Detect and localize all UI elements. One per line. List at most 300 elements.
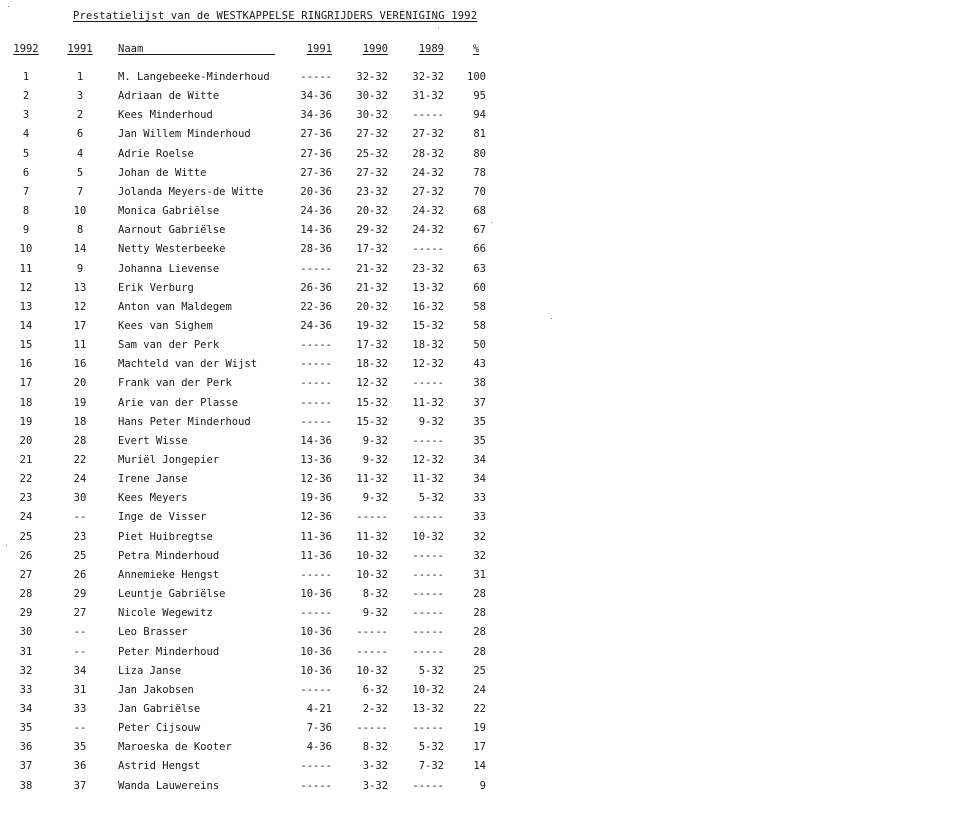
cell-score-1990: 3-32 <box>362 779 388 792</box>
table-row <box>0 394 500 413</box>
cell-rank-1992: 18 <box>19 396 33 409</box>
cell-rank-1991: 13 <box>73 281 87 294</box>
header-name: Naam <box>118 40 288 59</box>
cell-score-1989: ----- <box>412 607 444 620</box>
cell-score-1990: 8-32 <box>362 741 388 754</box>
cell-score-1989: ----- <box>412 511 444 524</box>
cell-score-1990: 17-32 <box>356 339 388 352</box>
cell-rank-1992: 34 <box>19 702 33 715</box>
cell-score-1990: 29-32 <box>356 224 388 237</box>
cell-score-1990: 15-32 <box>356 415 388 428</box>
cell-score-1989: 15-32 <box>412 319 444 332</box>
cell-score-1989: ----- <box>412 588 444 601</box>
table-row <box>0 662 500 681</box>
table-row <box>0 317 500 336</box>
cell-rank-1992: 11 <box>19 262 33 275</box>
cell-rank-1992: 22 <box>19 473 33 486</box>
cell-rank-1991: 16 <box>73 358 87 371</box>
scan-speck <box>438 27 439 28</box>
cell-rank-1992: 19 <box>19 415 33 428</box>
cell-score-1990: 2-32 <box>362 702 388 715</box>
cell-rank-1991: 8 <box>76 224 84 237</box>
table-row <box>0 298 500 317</box>
cell-score-1989: 16-32 <box>412 300 444 313</box>
scan-speck <box>551 318 552 319</box>
table-row <box>0 604 500 623</box>
cell-rank-1992: 2 <box>22 90 30 103</box>
cell-score-1989: 27-32 <box>412 128 444 141</box>
cell-rank-1992: 28 <box>19 588 33 601</box>
cell-score-1990: 8-32 <box>362 588 388 601</box>
cell-score-1989: ----- <box>412 626 444 639</box>
cell-name: Kees Meyers <box>118 492 188 505</box>
cell-score-1990: 18-32 <box>356 358 388 371</box>
cell-score-1990: 25-32 <box>356 147 388 160</box>
cell-score-1990: 11-32 <box>356 530 388 543</box>
cell-score-1989: 5-32 <box>418 664 444 677</box>
cell-score-1989: 12-32 <box>412 454 444 466</box>
table-row <box>0 719 500 738</box>
cell-rank-1991: 37 <box>73 779 87 792</box>
table-row <box>0 202 500 221</box>
cell-name: Irene Janse <box>118 473 188 486</box>
cell-score-1990: 3-32 <box>362 760 388 773</box>
cell-name: Adriaan de Witte <box>118 90 220 103</box>
cell-name: Kees van Sighem <box>118 319 213 332</box>
cell-score-1990: 10-32 <box>356 664 388 677</box>
cell-name: Maroeska de Kooter <box>118 741 232 754</box>
cell-percent: 28 <box>473 645 486 658</box>
table-row <box>0 451 500 470</box>
cell-score-1989: 10-32 <box>412 530 444 543</box>
cell-score-1991: 27-36 <box>300 128 332 141</box>
cell-name: Aarnout Gabriëlse <box>118 224 226 237</box>
cell-rank-1991: 29 <box>73 588 87 601</box>
cell-score-1990: 15-32 <box>356 396 388 409</box>
cell-rank-1991: -- <box>73 722 87 735</box>
cell-name: M. Langebeeke-Minderhoud <box>118 71 270 83</box>
table-row <box>0 585 500 604</box>
cell-name: Leuntje Gabriëlse <box>118 588 226 601</box>
cell-percent: 32 <box>473 549 486 562</box>
cell-percent: 33 <box>473 492 486 505</box>
cell-score-1989: 24-32 <box>412 224 444 237</box>
cell-percent: 38 <box>473 377 486 390</box>
cell-rank-1991: 22 <box>73 454 87 466</box>
cell-score-1991: 14-36 <box>300 434 332 447</box>
header-rank-1991: 1991 <box>67 43 93 55</box>
cell-score-1990: ----- <box>356 645 388 658</box>
cell-percent: 58 <box>473 300 486 313</box>
table-row <box>0 566 500 585</box>
cell-score-1989: 32-32 <box>412 71 444 83</box>
cell-percent: 17 <box>473 741 486 754</box>
cell-score-1989: ----- <box>412 568 444 581</box>
cell-rank-1991: 25 <box>73 549 87 562</box>
table-row <box>0 221 500 240</box>
cell-score-1990: 27-32 <box>356 166 388 179</box>
cell-score-1989: 31-32 <box>412 90 444 103</box>
cell-score-1989: 13-32 <box>412 281 444 294</box>
cell-rank-1992: 37 <box>19 760 33 773</box>
cell-score-1990: 27-32 <box>356 128 388 141</box>
cell-percent: 28 <box>473 607 486 620</box>
table-row <box>0 643 500 662</box>
cell-score-1989: ----- <box>412 722 444 735</box>
cell-rank-1991: 2 <box>76 109 84 122</box>
cell-rank-1991: 27 <box>73 607 87 620</box>
cell-rank-1991: 33 <box>73 702 87 715</box>
cell-score-1991: 34-36 <box>300 90 332 103</box>
table-row <box>0 87 500 106</box>
cell-score-1990: 30-32 <box>356 90 388 103</box>
table-row <box>0 432 500 451</box>
table-row <box>0 489 500 508</box>
cell-score-1991: 11-36 <box>300 549 332 562</box>
cell-name: Peter Cijsouw <box>118 722 201 735</box>
cell-score-1991: ----- <box>300 396 332 409</box>
cell-percent: 50 <box>473 339 486 352</box>
cell-score-1990: 9-32 <box>362 454 388 466</box>
cell-name: Jan Jakobsen <box>118 683 194 696</box>
cell-rank-1992: 8 <box>22 205 30 218</box>
table-row <box>0 777 500 796</box>
cell-rank-1991: -- <box>73 626 87 639</box>
cell-score-1991: ----- <box>300 607 332 620</box>
header-rank-1992: 1992 <box>13 43 39 55</box>
cell-score-1991: ----- <box>300 262 332 275</box>
table-row <box>0 279 500 298</box>
cell-percent: 60 <box>473 281 486 294</box>
table-row <box>0 508 500 527</box>
cell-name: Johan de Witte <box>118 166 207 179</box>
cell-name: Evert Wisse <box>118 434 188 447</box>
cell-percent: 78 <box>473 166 486 179</box>
cell-name: Petra Minderhoud <box>118 549 220 562</box>
cell-score-1991: 22-36 <box>300 300 332 313</box>
cell-percent: 95 <box>473 90 486 103</box>
cell-rank-1992: 27 <box>19 568 33 581</box>
cell-score-1990: 32-32 <box>356 71 388 83</box>
cell-name: Jolanda Meyers-de Witte <box>118 185 264 198</box>
cell-percent: 34 <box>473 473 486 486</box>
cell-rank-1991: 4 <box>76 147 84 160</box>
cell-rank-1992: 33 <box>19 683 33 696</box>
cell-score-1991: 7-36 <box>306 722 332 735</box>
table-row <box>0 183 500 202</box>
cell-score-1990: 21-32 <box>356 262 388 275</box>
cell-name: Machteld van der Wijst <box>118 358 258 371</box>
cell-score-1989: 28-32 <box>412 147 444 160</box>
header-score-1989: 1989 <box>418 43 444 55</box>
table-row <box>0 164 500 183</box>
cell-rank-1991: 7 <box>76 185 84 198</box>
cell-rank-1991: 17 <box>73 319 87 332</box>
cell-rank-1992: 24 <box>19 511 33 524</box>
cell-score-1990: 9-32 <box>362 607 388 620</box>
cell-rank-1991: 11 <box>73 339 87 352</box>
cell-percent: 24 <box>473 683 486 696</box>
cell-score-1991: ----- <box>300 779 332 792</box>
table-row <box>0 547 500 566</box>
cell-score-1989: ----- <box>412 377 444 390</box>
cell-score-1990: ----- <box>356 511 388 524</box>
cell-percent: 100 <box>467 71 486 83</box>
cell-score-1991: 10-36 <box>300 664 332 677</box>
cell-percent: 25 <box>473 664 486 677</box>
cell-score-1989: ----- <box>412 779 444 792</box>
table-row <box>0 260 500 279</box>
cell-score-1990: 20-32 <box>356 205 388 218</box>
table-row <box>0 700 500 719</box>
cell-score-1991: ----- <box>300 415 332 428</box>
cell-score-1989: 12-32 <box>412 358 444 371</box>
table-row <box>0 757 500 776</box>
cell-score-1990: ----- <box>356 626 388 639</box>
cell-score-1990: 9-32 <box>362 492 388 505</box>
cell-rank-1991: 26 <box>73 568 87 581</box>
cell-percent: 35 <box>473 434 486 447</box>
cell-name: Erik Verburg <box>118 281 194 294</box>
cell-rank-1992: 16 <box>19 358 33 371</box>
scan-speck <box>8 6 9 7</box>
cell-score-1990: 20-32 <box>356 300 388 313</box>
cell-name: Liza Janse <box>118 664 182 677</box>
cell-percent: 58 <box>473 319 486 332</box>
cell-rank-1992: 14 <box>19 319 33 332</box>
table-row <box>0 374 500 393</box>
cell-score-1989: 24-32 <box>412 166 444 179</box>
cell-score-1991: 24-36 <box>300 319 332 332</box>
table-row <box>0 623 500 642</box>
cell-rank-1992: 9 <box>22 224 30 237</box>
cell-name: Peter Minderhoud <box>118 645 220 658</box>
cell-score-1991: 13-36 <box>300 454 332 466</box>
cell-name: Netty Westerbeeke <box>118 243 226 256</box>
cell-score-1991: 11-36 <box>300 530 332 543</box>
cell-rank-1992: 30 <box>19 626 33 639</box>
cell-rank-1992: 12 <box>19 281 33 294</box>
cell-score-1990: 23-32 <box>356 185 388 198</box>
cell-percent: 35 <box>473 415 486 428</box>
cell-rank-1991: 20 <box>73 377 87 390</box>
cell-rank-1992: 23 <box>19 492 33 505</box>
cell-rank-1992: 7 <box>22 185 30 198</box>
cell-rank-1992: 21 <box>19 454 33 466</box>
cell-percent: 94 <box>473 109 486 122</box>
cell-name: Johanna Lievense <box>118 262 220 275</box>
cell-score-1991: 24-36 <box>300 205 332 218</box>
cell-name: Piet Huibregtse <box>118 530 213 543</box>
cell-score-1989: ----- <box>412 243 444 256</box>
cell-rank-1992: 3 <box>22 109 30 122</box>
cell-rank-1991: 14 <box>73 243 87 256</box>
cell-score-1991: 27-36 <box>300 166 332 179</box>
cell-rank-1991: 12 <box>73 300 87 313</box>
cell-rank-1991: 6 <box>76 128 84 141</box>
cell-score-1990: 21-32 <box>356 281 388 294</box>
cell-percent: 28 <box>473 626 486 639</box>
cell-score-1990: 6-32 <box>362 683 388 696</box>
cell-name: Wanda Lauwereins <box>118 779 220 792</box>
cell-rank-1992: 4 <box>22 128 30 141</box>
cell-score-1991: 12-36 <box>300 473 332 486</box>
cell-name: Kees Minderhoud <box>118 109 213 122</box>
cell-rank-1992: 17 <box>19 377 33 390</box>
cell-score-1989: 5-32 <box>418 741 444 754</box>
cell-score-1991: 19-36 <box>300 492 332 505</box>
cell-percent: 80 <box>473 147 486 160</box>
cell-score-1991: 4-36 <box>306 741 332 754</box>
table-row <box>0 738 500 757</box>
cell-percent: 66 <box>473 243 486 256</box>
cell-rank-1991: 31 <box>73 683 87 696</box>
cell-score-1989: 23-32 <box>412 262 444 275</box>
cell-score-1989: 9-32 <box>418 415 444 428</box>
cell-score-1991: 28-36 <box>300 243 332 256</box>
cell-score-1991: 10-36 <box>300 626 332 639</box>
cell-rank-1992: 32 <box>19 664 33 677</box>
cell-percent: 67 <box>473 224 486 237</box>
cell-rank-1991: 24 <box>73 473 87 486</box>
cell-name: Monica Gabriëlse <box>118 205 220 218</box>
document-title: Prestatielijst van de WESTKAPPELSE RINGRIJDERS VERENIGING 1992 <box>73 10 478 22</box>
cell-score-1991: 27-36 <box>300 147 332 160</box>
cell-rank-1991: 36 <box>73 760 87 773</box>
cell-score-1991: 14-36 <box>300 224 332 237</box>
cell-score-1990: 11-32 <box>356 473 388 486</box>
cell-name: Hans Peter Minderhoud <box>118 415 251 428</box>
cell-score-1991: ----- <box>300 358 332 371</box>
cell-percent: 63 <box>473 262 486 275</box>
scan-speck <box>6 545 7 546</box>
cell-rank-1991: 18 <box>73 415 87 428</box>
cell-score-1989: 27-32 <box>412 185 444 198</box>
cell-score-1989: 11-32 <box>412 396 444 409</box>
cell-rank-1992: 10 <box>19 243 33 256</box>
cell-score-1991: ----- <box>300 71 332 83</box>
cell-rank-1992: 5 <box>22 147 30 160</box>
cell-percent: 14 <box>473 760 486 773</box>
cell-score-1989: ----- <box>412 109 444 122</box>
cell-rank-1992: 35 <box>19 722 33 735</box>
cell-score-1991: 4-21 <box>306 702 332 715</box>
cell-rank-1992: 38 <box>19 779 33 792</box>
cell-score-1989: 11-32 <box>412 473 444 486</box>
table-row <box>0 240 500 259</box>
cell-name: Jan Gabriëlse <box>118 702 201 715</box>
cell-rank-1991: 9 <box>76 262 84 275</box>
cell-percent: 70 <box>473 185 486 198</box>
cell-score-1991: ----- <box>300 683 332 696</box>
cell-rank-1991: -- <box>73 511 87 524</box>
table-row <box>0 355 500 374</box>
cell-score-1989: 13-32 <box>412 702 444 715</box>
cell-rank-1991: 28 <box>73 434 87 447</box>
cell-rank-1992: 15 <box>19 339 33 352</box>
cell-rank-1991: 23 <box>73 530 87 543</box>
table-row <box>0 125 500 144</box>
cell-percent: 31 <box>473 568 486 581</box>
cell-score-1991: 26-36 <box>300 281 332 294</box>
cell-score-1990: 9-32 <box>362 434 388 447</box>
table-header <box>0 40 500 59</box>
cell-rank-1992: 26 <box>19 549 33 562</box>
table-row <box>0 470 500 489</box>
cell-score-1991: 12-36 <box>300 511 332 524</box>
cell-score-1991: ----- <box>300 377 332 390</box>
cell-percent: 34 <box>473 454 486 466</box>
cell-name: Annemieke Hengst <box>118 568 220 581</box>
cell-score-1989: 10-32 <box>412 683 444 696</box>
cell-score-1990: 30-32 <box>356 109 388 122</box>
cell-score-1991: 34-36 <box>300 109 332 122</box>
cell-name: Nicole Wegewitz <box>118 607 213 620</box>
cell-name: Frank van der Perk <box>118 377 232 390</box>
cell-score-1989: 24-32 <box>412 205 444 218</box>
table-row <box>0 413 500 432</box>
cell-name: Muriël Jongepier <box>118 454 220 466</box>
table-row <box>0 336 500 355</box>
cell-score-1991: 10-36 <box>300 645 332 658</box>
cell-rank-1991: 34 <box>73 664 87 677</box>
table-row <box>0 528 500 547</box>
cell-rank-1991: 3 <box>76 90 84 103</box>
cell-rank-1992: 31 <box>19 645 33 658</box>
cell-rank-1992: 6 <box>22 166 30 179</box>
cell-percent: 32 <box>473 530 486 543</box>
cell-name: Leo Brasser <box>118 626 188 639</box>
cell-name: Inge de Visser <box>118 511 207 524</box>
cell-score-1989: ----- <box>412 434 444 447</box>
header-percent: % <box>472 43 480 55</box>
cell-rank-1991: 30 <box>73 492 87 505</box>
cell-name: Sam van der Perk <box>118 339 220 352</box>
cell-percent: 28 <box>473 588 486 601</box>
cell-score-1991: 20-36 <box>300 185 332 198</box>
cell-rank-1992: 25 <box>19 530 33 543</box>
scan-speck <box>491 222 492 223</box>
cell-percent: 37 <box>473 396 486 409</box>
cell-rank-1991: -- <box>73 645 87 658</box>
cell-score-1990: 10-32 <box>356 568 388 581</box>
cell-name: Jan Willem Minderhoud <box>118 128 251 141</box>
cell-score-1989: 7-32 <box>418 760 444 773</box>
cell-score-1990: ----- <box>356 722 388 735</box>
cell-percent: 19 <box>473 722 486 735</box>
cell-percent: 81 <box>473 128 486 141</box>
cell-percent: 33 <box>473 511 486 524</box>
cell-score-1989: ----- <box>412 645 444 658</box>
cell-rank-1991: 5 <box>76 166 84 179</box>
cell-percent: 43 <box>473 358 486 371</box>
table-row <box>0 681 500 700</box>
cell-rank-1992: 20 <box>19 434 33 447</box>
cell-score-1991: ----- <box>300 568 332 581</box>
cell-score-1990: 19-32 <box>356 319 388 332</box>
cell-rank-1991: 19 <box>73 396 87 409</box>
cell-name: Adrie Roelse <box>118 147 194 160</box>
cell-score-1989: 18-32 <box>412 339 444 352</box>
cell-rank-1991: 1 <box>76 71 84 83</box>
cell-percent: 9 <box>479 779 486 792</box>
cell-rank-1992: 36 <box>19 741 33 754</box>
header-score-1990: 1990 <box>362 43 388 55</box>
table-row <box>0 145 500 164</box>
cell-score-1989: ----- <box>412 549 444 562</box>
cell-rank-1992: 1 <box>22 71 30 83</box>
cell-score-1990: 12-32 <box>356 377 388 390</box>
